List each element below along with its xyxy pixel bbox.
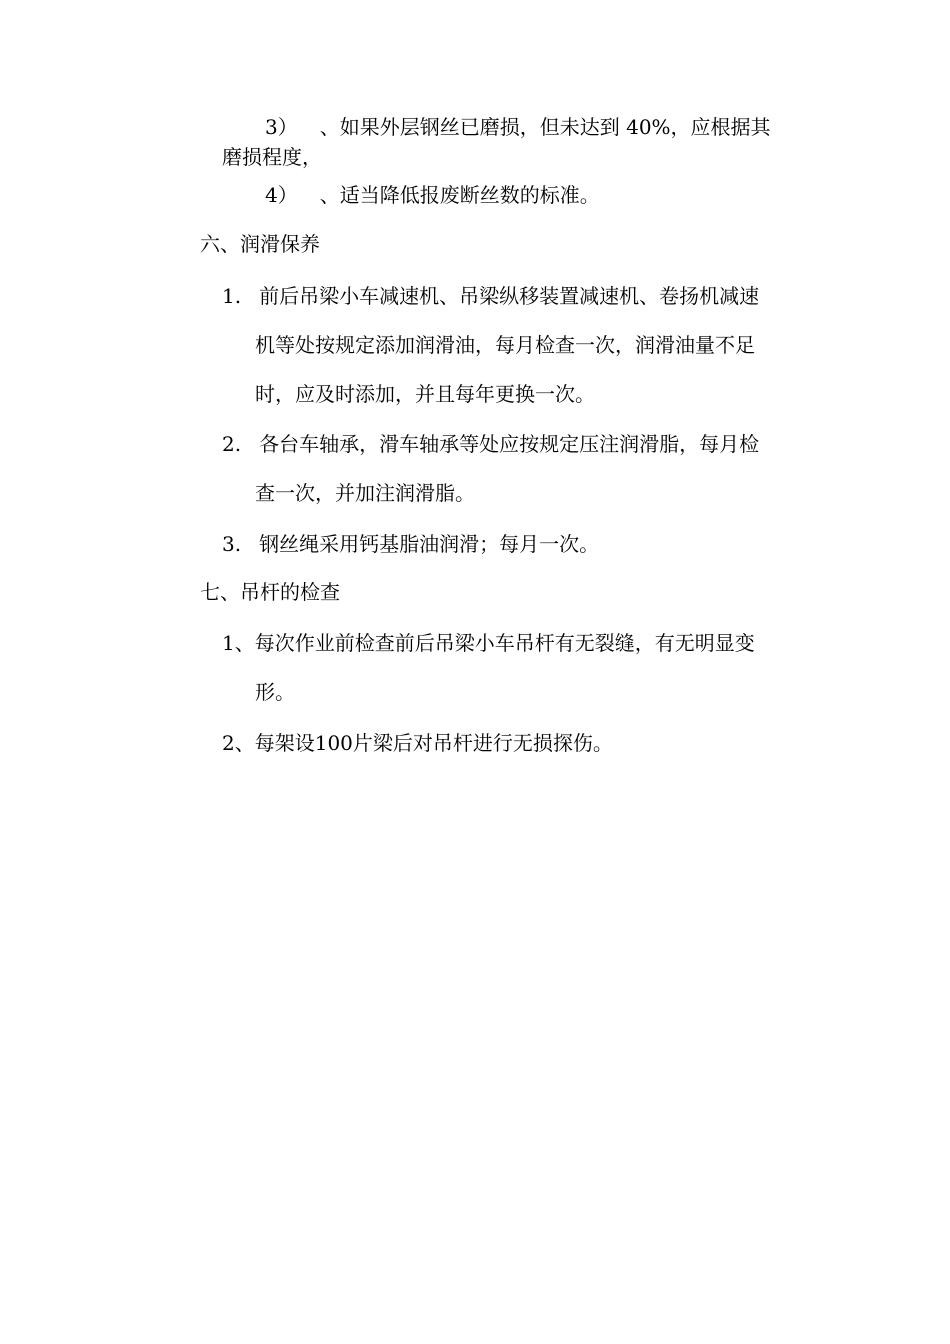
section6-item-1-number: 1.: [222, 284, 242, 308]
section6-item-2-line-1: [222, 432, 759, 456]
section-heading-hanger-inspection: 七、吊杆的检查: [200, 580, 340, 604]
list-item-4: [265, 183, 600, 207]
list-item-4-number: 4）: [265, 183, 298, 207]
section6-item-1-line-2: 机等处按规定添加润滑油，每月检查一次，润滑油量不足: [255, 333, 755, 357]
section7-item-1-line-1: 1、每次作业前检查前后吊梁小车吊杆有无裂缝，有无明显变: [222, 631, 755, 655]
section6-item-2-number: 2.: [222, 432, 242, 456]
section6-item-3-number: 3.: [222, 532, 242, 556]
section6-item-3-text: 钢丝绳采用钙基脂油润滑；每月一次。: [259, 532, 600, 556]
section6-item-2-text: 各台车轴承，滑车轴承等处应按规定压注润滑脂，每月检: [259, 432, 760, 456]
section6-item-2-line-2: 查一次，并加注润滑脂。: [255, 481, 475, 505]
section6-item-1-line-3: 时，应及时添加，并且每年更换一次。: [255, 382, 595, 406]
list-item-3-line-1: [265, 115, 771, 139]
section6-item-1-line-1: [222, 284, 759, 308]
list-item-3-line-2: 磨损程度，: [222, 145, 322, 169]
section6-item-1-text: 前后吊梁小车减速机、吊梁纵移装置减速机、卷扬机减速: [259, 284, 760, 308]
section7-item-2-line-1: 2、每架设100片梁后对吊杆进行无损探伤。: [222, 731, 613, 755]
list-item-4-text: 、适当降低报废断丝数的标准。: [319, 183, 600, 207]
list-item-3-text: 、如果外层钢丝已磨损，但未达到 40%，应根据其: [319, 115, 771, 139]
section7-item-1-line-2: 形。: [255, 680, 295, 704]
section-heading-lubrication: 六、润滑保养: [200, 232, 320, 256]
list-item-3-number: 3）: [265, 115, 298, 139]
section6-item-3-line-1: [222, 532, 599, 556]
